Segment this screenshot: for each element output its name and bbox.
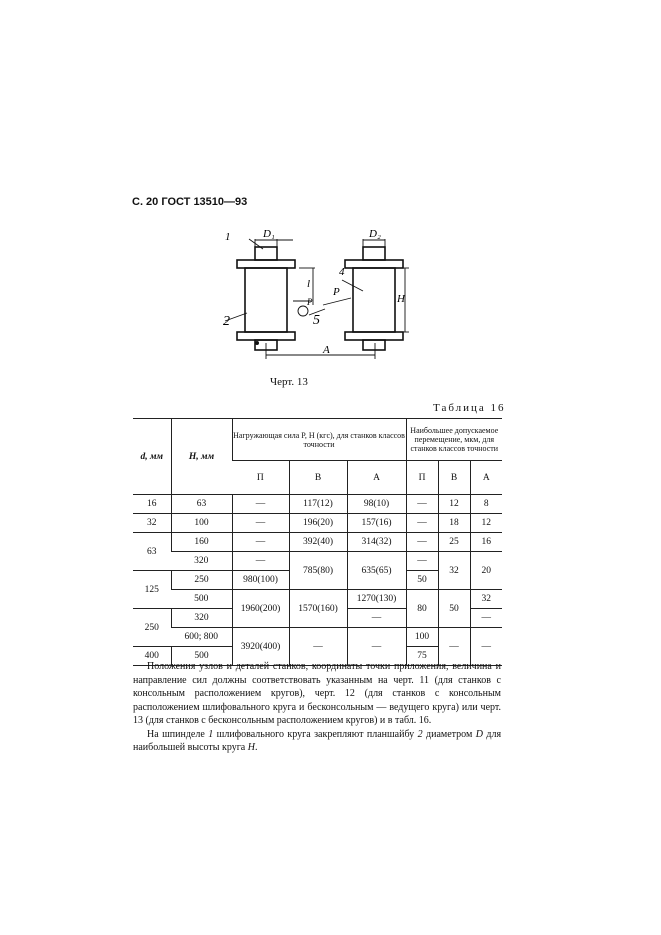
label-1: 1 (225, 231, 231, 243)
cell-h: 600; 800 (171, 628, 232, 647)
cell-disp-a: 16 (470, 533, 502, 552)
cell-disp-p: — (406, 495, 438, 514)
left-bottom-flange (237, 332, 295, 340)
class-a-disp: А (470, 461, 502, 495)
cell-force-b: 785(80) (289, 552, 347, 590)
label-a: A (323, 344, 330, 356)
cell-h: 500 (171, 647, 232, 666)
class-p-disp: П (406, 461, 438, 495)
load-table (133, 418, 502, 666)
cell-force-a: 314(32) (347, 533, 406, 552)
label-l: l (307, 278, 311, 290)
cell-h: 250 (171, 571, 232, 590)
table-row (133, 552, 502, 571)
left-top-hub (255, 247, 277, 260)
paragraph-2: На шпинделе 1 шлифовального круга закрепляют планшайбу 2 диаметром D для наибольшей высоты круга H. (133, 728, 502, 753)
cell-d: 63 (133, 533, 171, 571)
right-top-flange (345, 260, 403, 268)
cell-disp-p: — (406, 514, 438, 533)
table-row (133, 628, 502, 647)
cell-force-a: — (347, 628, 406, 666)
cell-force-p: — (232, 514, 289, 533)
cell-force-a: 98(10) (347, 495, 406, 514)
table-row (133, 495, 502, 514)
cell-disp-b: 50 (438, 590, 470, 628)
cell-disp-a: 20 (470, 552, 502, 590)
right-wheel (353, 268, 395, 332)
cell-disp-a: 8 (470, 495, 502, 514)
cell-disp-p: — (406, 533, 438, 552)
class-b-force: В (289, 461, 347, 495)
cell-h: 320 (171, 552, 232, 571)
cell-disp-a: — (470, 628, 502, 666)
cell-force-b: 1570(160) (289, 590, 347, 628)
cell-h: 100 (171, 514, 232, 533)
label-5: 5 (313, 313, 320, 328)
label-h: H (397, 293, 405, 305)
cell-h: 63 (171, 495, 232, 514)
cell-force-p: 980(100) (232, 571, 289, 590)
cell-d: 16 (133, 495, 171, 514)
col-header-displacement: Наибольшее допускаемое перемещение, мкм, для станков классов точности (406, 419, 502, 461)
label-p-right: P (333, 286, 340, 298)
label-d1: D₁ (263, 228, 275, 240)
figure-caption: Черт. 13 (270, 376, 308, 388)
col-header-force: Нагружающая сила P, Н (кгс), для станков классов точности (232, 419, 406, 461)
right-bottom-hub (363, 340, 385, 350)
col-header-d: d, мм (133, 419, 171, 495)
left-wheel (245, 268, 287, 332)
cell-disp-p: — (406, 552, 438, 571)
cell-disp-b: — (438, 628, 470, 666)
label-2: 2 (223, 314, 230, 329)
cell-force-b: 392(40) (289, 533, 347, 552)
cell-force-b: — (289, 628, 347, 666)
right-top-hub (363, 247, 385, 260)
cell-force-p: — (232, 552, 289, 571)
class-a-force: А (347, 461, 406, 495)
cell-force-a: 635(65) (347, 552, 406, 590)
right-bottom-flange (345, 332, 403, 340)
cell-disp-p: 100 (406, 628, 438, 647)
cell-h: 500 (171, 590, 232, 609)
header-row-1 (133, 419, 502, 461)
cell-disp-b: 32 (438, 552, 470, 590)
cell-h: 160 (171, 533, 232, 552)
class-b-disp: В (438, 461, 470, 495)
cell-d: 250 (133, 609, 171, 647)
cell-disp-b: 25 (438, 533, 470, 552)
cell-force-p: 1960(200) (232, 590, 289, 628)
cell-force-a: 157(16) (347, 514, 406, 533)
cell-disp-p: 50 (406, 571, 438, 590)
page-header: С. 20 ГОСТ 13510—93 (132, 196, 248, 208)
cell-force-p: — (232, 495, 289, 514)
table-row (133, 533, 502, 552)
cell-d: 125 (133, 571, 171, 609)
cell-force-a: — (347, 609, 406, 628)
cell-force-p: 3920(400) (232, 628, 289, 666)
cell-disp-a: — (470, 609, 502, 628)
cell-d: 400 (133, 647, 171, 666)
cell-h: 320 (171, 609, 232, 628)
cell-d: 32 (133, 514, 171, 533)
cell-force-p: — (232, 533, 289, 552)
label-p-left: P (307, 297, 313, 307)
cell-disp-p: 75 (406, 647, 438, 666)
label-d2: D₂ (369, 228, 381, 240)
body-text (133, 660, 501, 755)
paragraph-1: Положения узлов и деталей станков, координаты точки приложения, величина и направление сил должны соответствовать указанным на черт. 11 (для станков с консольным расположением кругов), черт. 12 (для станков с консольным расположением шлифовального круга и бесконсольным — ведущего круга) или черт. 13 (для станков с бесконсольным расположением кругов) и в табл. 16. (133, 661, 501, 726)
cell-disp-a: 32 (470, 590, 502, 609)
table-row (133, 590, 502, 609)
cell-disp-b: 12 (438, 495, 470, 514)
left-top-flange (237, 260, 295, 268)
cell-disp-b: 18 (438, 514, 470, 533)
cell-force-a: 1270(130) (347, 590, 406, 609)
table-row (133, 514, 502, 533)
table-title: Таблица 16 (433, 402, 506, 414)
col-header-h: H, мм (171, 419, 232, 495)
class-p-force: П (232, 461, 289, 495)
technical-drawing (215, 225, 415, 365)
cell-force-b: 117(12) (289, 495, 347, 514)
cell-force-b: 196(20) (289, 514, 347, 533)
label-4: 4 (339, 266, 345, 278)
cell-disp-p: 80 (406, 590, 438, 628)
cell-disp-a: 12 (470, 514, 502, 533)
